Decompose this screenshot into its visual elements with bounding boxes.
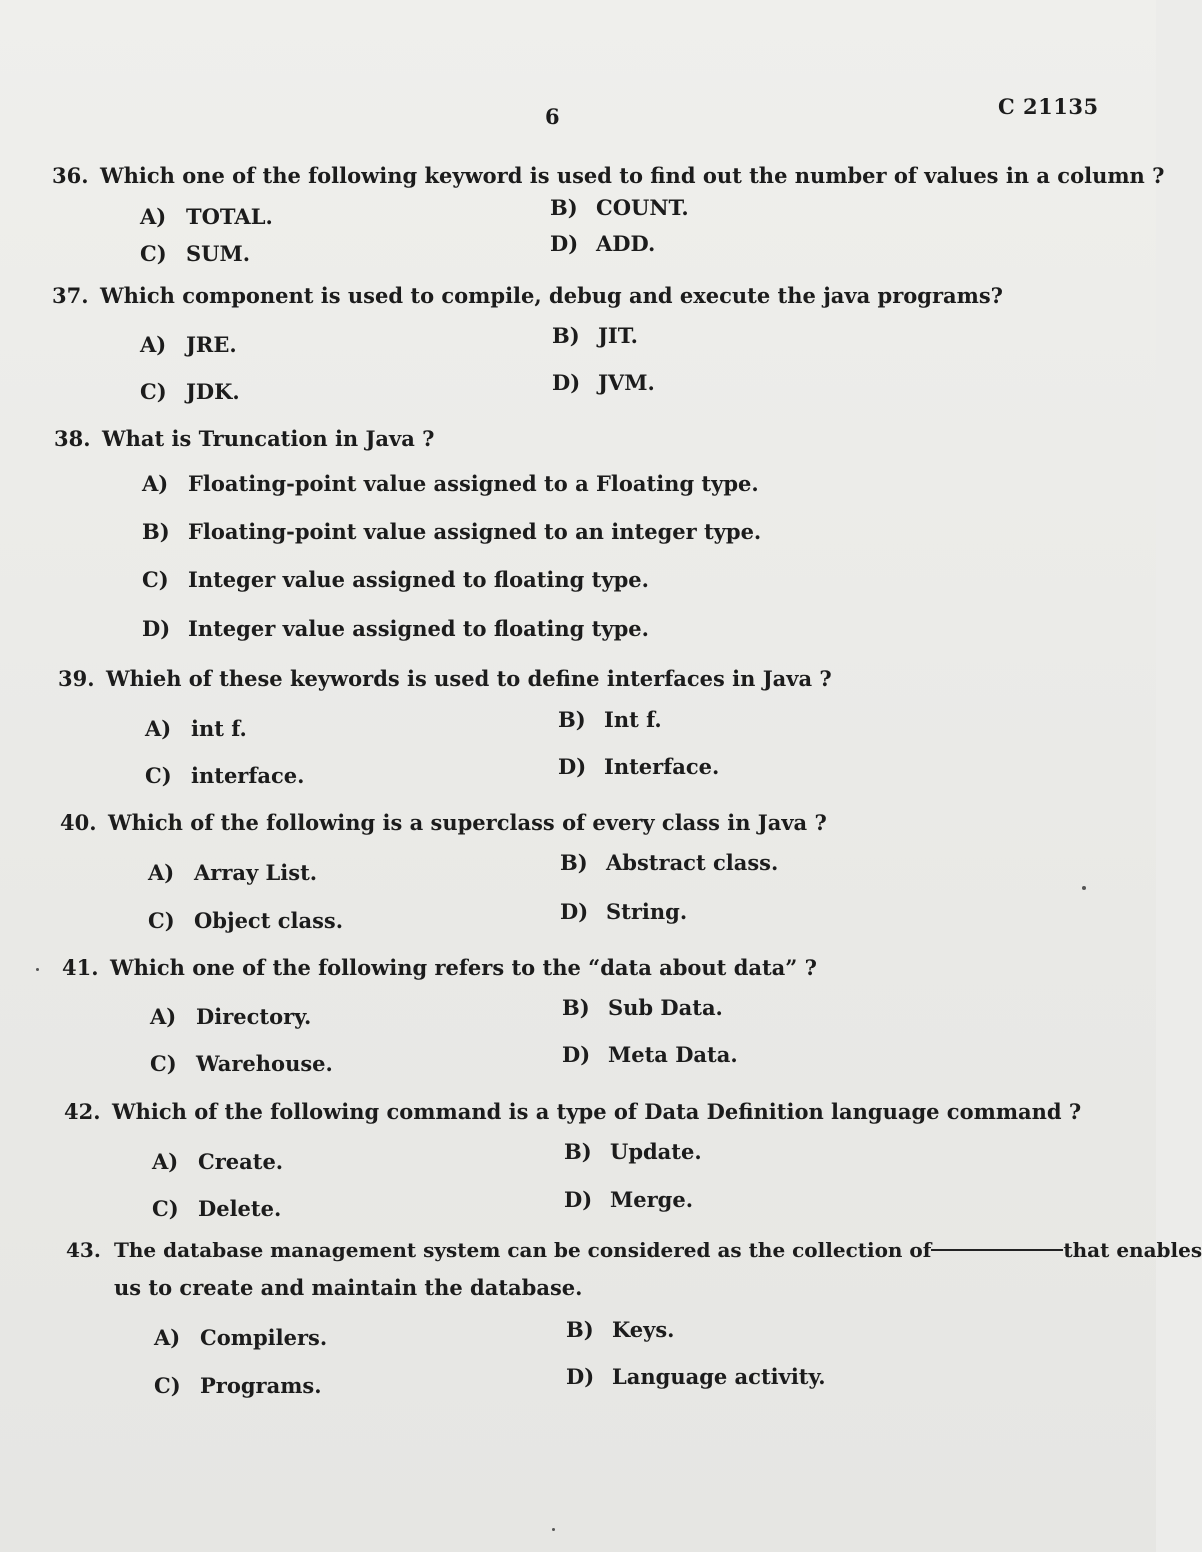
option-text: JRE. bbox=[186, 332, 237, 357]
option-b bbox=[558, 707, 662, 732]
option-label: D) bbox=[562, 1042, 591, 1067]
option-label: B) bbox=[564, 1139, 592, 1164]
option-text: Floating-point value assigned to an integer type. bbox=[188, 519, 762, 544]
option-text: Int f. bbox=[604, 707, 662, 732]
question-text: Which of the following command is a type of Data Definition language command ? bbox=[112, 1099, 1082, 1124]
option-label: A) bbox=[140, 332, 167, 357]
question-text: What is Truncation in Java ? bbox=[102, 426, 435, 451]
option-label: A) bbox=[152, 1149, 179, 1174]
option-label: A) bbox=[145, 716, 172, 741]
option-label: B) bbox=[142, 519, 170, 544]
option-text: Integer value assigned to floating type. bbox=[188, 616, 649, 641]
page-number: 6 bbox=[545, 104, 560, 129]
option-text: Warehouse. bbox=[196, 1051, 333, 1076]
question-number: 39. bbox=[58, 666, 95, 691]
option-text: JVM. bbox=[598, 370, 655, 395]
question-text: Which one of the following refers to the “data about data” ? bbox=[110, 955, 817, 980]
option-b bbox=[566, 1317, 675, 1342]
option-label: A) bbox=[140, 204, 167, 229]
question-text: Which of the following is a superclass of every class in Java ? bbox=[108, 810, 827, 835]
option-label: D) bbox=[564, 1187, 593, 1212]
option-text: int f. bbox=[191, 716, 247, 741]
question-42 bbox=[64, 1094, 1081, 1130]
option-text: Keys. bbox=[612, 1317, 675, 1342]
question-number: 43. bbox=[66, 1238, 101, 1262]
option-c bbox=[154, 1373, 322, 1398]
option-c bbox=[150, 1051, 333, 1076]
option-text: Floating-point value assigned to a Floating type. bbox=[188, 471, 759, 496]
question-39 bbox=[58, 661, 832, 697]
option-text: SUM. bbox=[186, 241, 251, 266]
paper-code: C 21135 bbox=[998, 94, 1099, 119]
option-label: B) bbox=[550, 195, 578, 220]
question-text: Whieh of these keywords is used to define interfaces in Java ? bbox=[106, 666, 832, 691]
option-a bbox=[154, 1325, 327, 1350]
option-text: Array List. bbox=[194, 860, 318, 885]
option-label: D) bbox=[142, 616, 171, 641]
question-number: 38. bbox=[54, 426, 91, 451]
option-c bbox=[140, 241, 250, 266]
option-label: A) bbox=[150, 1004, 177, 1029]
option-text: Compilers. bbox=[200, 1325, 328, 1350]
option-a bbox=[145, 716, 247, 741]
question-43 bbox=[66, 1232, 1202, 1268]
option-c bbox=[152, 1196, 281, 1221]
option-c bbox=[142, 567, 649, 592]
question-number: 40. bbox=[60, 810, 97, 835]
option-text: interface. bbox=[191, 763, 305, 788]
option-text: Update. bbox=[610, 1139, 702, 1164]
option-label: D) bbox=[558, 754, 587, 779]
option-label: A) bbox=[142, 471, 169, 496]
option-d bbox=[558, 754, 719, 779]
option-d bbox=[142, 616, 649, 641]
question-number: 37. bbox=[52, 283, 89, 308]
option-label: D) bbox=[552, 370, 581, 395]
scan-speck bbox=[552, 1528, 555, 1531]
option-label: B) bbox=[552, 323, 580, 348]
option-label: A) bbox=[148, 860, 175, 885]
option-text: Directory. bbox=[196, 1004, 312, 1029]
question-40 bbox=[60, 805, 827, 841]
question-36 bbox=[52, 158, 1164, 194]
fill-in-blank bbox=[931, 1249, 1063, 1251]
option-label: C) bbox=[152, 1196, 179, 1221]
question-43-line2 bbox=[66, 1270, 582, 1306]
question-37 bbox=[52, 278, 1003, 314]
option-label: B) bbox=[562, 995, 590, 1020]
option-label: C) bbox=[140, 241, 167, 266]
option-b bbox=[564, 1139, 702, 1164]
option-label: B) bbox=[560, 850, 588, 875]
question-41 bbox=[62, 950, 817, 986]
option-b bbox=[560, 850, 778, 875]
option-d bbox=[566, 1364, 826, 1389]
option-a bbox=[140, 204, 273, 229]
option-a bbox=[142, 471, 759, 496]
option-a bbox=[152, 1149, 283, 1174]
option-b bbox=[142, 519, 761, 544]
question-number: 42. bbox=[64, 1099, 101, 1124]
option-text: ADD. bbox=[596, 231, 656, 256]
option-a bbox=[150, 1004, 311, 1029]
option-d bbox=[564, 1187, 693, 1212]
option-label: C) bbox=[142, 567, 169, 592]
option-text: Meta Data. bbox=[608, 1042, 738, 1067]
option-text: Object class. bbox=[194, 908, 344, 933]
option-text: Merge. bbox=[610, 1187, 694, 1212]
option-label: D) bbox=[550, 231, 579, 256]
option-label: D) bbox=[560, 899, 589, 924]
option-label: B) bbox=[566, 1317, 594, 1342]
option-b bbox=[562, 995, 723, 1020]
option-label: C) bbox=[148, 908, 175, 933]
option-text: Language activity. bbox=[612, 1364, 826, 1389]
option-label: C) bbox=[150, 1051, 177, 1076]
option-a bbox=[148, 860, 317, 885]
option-text: JDK. bbox=[186, 379, 240, 404]
scan-speck bbox=[36, 968, 39, 971]
question-38 bbox=[54, 421, 434, 457]
option-label: B) bbox=[558, 707, 586, 732]
option-text: Integer value assigned to floating type. bbox=[188, 567, 649, 592]
question-text-line2: us to create and maintain the database. bbox=[114, 1275, 583, 1300]
option-text: JIT. bbox=[598, 323, 638, 348]
option-label: C) bbox=[154, 1373, 181, 1398]
option-text: Interface. bbox=[604, 754, 720, 779]
question-number: 36. bbox=[52, 163, 89, 188]
option-text: Programs. bbox=[200, 1373, 322, 1398]
option-text: String. bbox=[606, 899, 688, 924]
option-label: C) bbox=[140, 379, 167, 404]
option-a bbox=[140, 332, 237, 357]
option-d bbox=[552, 370, 655, 395]
question-text-part2: that enables bbox=[1063, 1238, 1202, 1262]
question-text: Which one of the following keyword is used to find out the number of values in a column ? bbox=[100, 163, 1165, 188]
option-text: Create. bbox=[198, 1149, 284, 1174]
option-label: D) bbox=[566, 1364, 595, 1389]
question-number: 41. bbox=[62, 955, 99, 980]
option-d bbox=[560, 899, 687, 924]
option-b bbox=[550, 195, 689, 220]
question-text-part1: The database management system can be considered as the collection of bbox=[114, 1238, 932, 1262]
option-c bbox=[145, 763, 304, 788]
option-text: Delete. bbox=[198, 1196, 282, 1221]
option-label: A) bbox=[154, 1325, 181, 1350]
option-text: COUNT. bbox=[596, 195, 689, 220]
option-d bbox=[550, 231, 655, 256]
scan-speck bbox=[1082, 886, 1086, 890]
option-text: Sub Data. bbox=[608, 995, 723, 1020]
option-c bbox=[140, 379, 240, 404]
option-b bbox=[552, 323, 638, 348]
option-label: C) bbox=[145, 763, 172, 788]
option-d bbox=[562, 1042, 738, 1067]
question-text: Which component is used to compile, debug and execute the java programs? bbox=[100, 283, 1003, 308]
option-text: TOTAL. bbox=[186, 204, 273, 229]
option-c bbox=[148, 908, 343, 933]
option-text: Abstract class. bbox=[606, 850, 779, 875]
